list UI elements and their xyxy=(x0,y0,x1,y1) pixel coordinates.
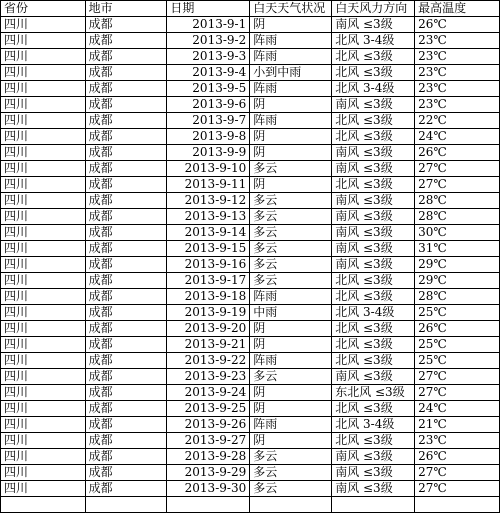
province-cell[interactable]: 四川 xyxy=(1,17,86,33)
weather-cell[interactable]: 中雨 xyxy=(250,305,332,321)
weather-cell[interactable]: 多云 xyxy=(250,369,332,385)
max-temp-cell[interactable]: 23℃ xyxy=(415,81,500,97)
province-cell[interactable] xyxy=(1,497,86,513)
date-cell[interactable]: 2013-9-5 xyxy=(167,81,250,97)
city-cell[interactable]: 成都 xyxy=(85,369,167,385)
table-row xyxy=(1,209,500,225)
max-temp-cell[interactable]: 27℃ xyxy=(415,177,500,193)
wind-cell[interactable]: 北风 ≤3级 xyxy=(332,289,415,305)
wind-cell[interactable]: 北风 ≤3级 xyxy=(332,353,415,369)
province-cell[interactable]: 四川 xyxy=(1,97,86,113)
max-temp-cell[interactable]: 31℃ xyxy=(415,241,500,257)
wind-cell[interactable]: 北风 3-4级 xyxy=(332,33,415,49)
city-cell[interactable]: 成都 xyxy=(85,289,167,305)
weather-cell[interactable]: 多云 xyxy=(250,225,332,241)
table-row xyxy=(1,225,500,241)
max-temp-cell[interactable]: 23℃ xyxy=(415,65,500,81)
table-row xyxy=(1,433,500,449)
max-temp-cell[interactable]: 24℃ xyxy=(415,129,500,145)
weather-cell[interactable]: 阵雨 xyxy=(250,353,332,369)
weather-cell[interactable]: 阴 xyxy=(250,177,332,193)
table-row xyxy=(1,465,500,481)
weather-cell[interactable]: 多云 xyxy=(250,193,332,209)
province-cell[interactable]: 四川 xyxy=(1,369,86,385)
date-cell[interactable]: 2013-9-15 xyxy=(167,241,250,257)
date-cell[interactable]: 2013-9-8 xyxy=(167,129,250,145)
date-cell[interactable]: 2013-9-12 xyxy=(167,193,250,209)
max-temp-cell[interactable]: 27℃ xyxy=(415,369,500,385)
province-cell[interactable]: 四川 xyxy=(1,177,86,193)
max-temp-cell[interactable]: 29℃ xyxy=(415,257,500,273)
city-cell[interactable]: 成都 xyxy=(85,417,167,433)
province-cell[interactable]: 四川 xyxy=(1,49,86,65)
wind-cell[interactable]: 南风 ≤3级 xyxy=(332,193,415,209)
province-cell[interactable]: 四川 xyxy=(1,321,86,337)
table-row xyxy=(1,337,500,353)
city-cell[interactable]: 成都 xyxy=(85,449,167,465)
wind-cell[interactable]: 北风 ≤3级 xyxy=(332,177,415,193)
header-city[interactable]: 地市 xyxy=(85,1,167,17)
weather-cell[interactable]: 小到中雨 xyxy=(250,65,332,81)
city-cell[interactable]: 成都 xyxy=(85,177,167,193)
max-temp-cell[interactable] xyxy=(415,497,500,513)
wind-cell[interactable]: 北风 3-4级 xyxy=(332,81,415,97)
province-cell[interactable]: 四川 xyxy=(1,113,86,129)
table-row xyxy=(1,497,500,513)
province-cell[interactable]: 四川 xyxy=(1,481,86,497)
city-cell[interactable]: 成都 xyxy=(85,337,167,353)
date-cell[interactable] xyxy=(167,497,250,513)
province-cell[interactable]: 四川 xyxy=(1,33,86,49)
city-cell[interactable]: 成都 xyxy=(85,273,167,289)
table-row xyxy=(1,81,500,97)
weather-cell[interactable]: 多云 xyxy=(250,241,332,257)
table-row xyxy=(1,417,500,433)
province-cell[interactable]: 四川 xyxy=(1,353,86,369)
city-cell[interactable]: 成都 xyxy=(85,65,167,81)
table-row xyxy=(1,353,500,369)
weather-cell[interactable]: 阴 xyxy=(250,321,332,337)
table-row xyxy=(1,241,500,257)
table-row xyxy=(1,113,500,129)
max-temp-cell[interactable]: 23℃ xyxy=(415,33,500,49)
province-cell[interactable]: 四川 xyxy=(1,129,86,145)
province-cell[interactable]: 四川 xyxy=(1,273,86,289)
weather-cell[interactable]: 阴 xyxy=(250,129,332,145)
table-row xyxy=(1,449,500,465)
province-cell[interactable]: 四川 xyxy=(1,257,86,273)
table-body xyxy=(1,1,500,513)
province-cell[interactable]: 四川 xyxy=(1,337,86,353)
province-cell[interactable]: 四川 xyxy=(1,65,86,81)
header-province[interactable]: 省份 xyxy=(1,1,86,17)
city-cell[interactable]: 成都 xyxy=(85,401,167,417)
weather-cell[interactable]: 多云 xyxy=(250,481,332,497)
header-max-temperature[interactable]: 最高温度 xyxy=(415,1,500,17)
weather-cell[interactable]: 阴 xyxy=(250,433,332,449)
weather-cell[interactable]: 多云 xyxy=(250,273,332,289)
wind-cell[interactable] xyxy=(332,497,415,513)
date-cell[interactable]: 2013-9-30 xyxy=(167,481,250,497)
wind-cell[interactable]: 南风 ≤3级 xyxy=(332,97,415,113)
table-row xyxy=(1,321,500,337)
date-cell[interactable]: 2013-9-2 xyxy=(167,33,250,49)
city-cell[interactable]: 成都 xyxy=(85,81,167,97)
table-row xyxy=(1,273,500,289)
city-cell[interactable] xyxy=(85,497,167,513)
province-cell[interactable]: 四川 xyxy=(1,241,86,257)
table-row xyxy=(1,289,500,305)
date-cell[interactable]: 2013-9-1 xyxy=(167,17,250,33)
date-cell[interactable]: 2013-9-6 xyxy=(167,97,250,113)
wind-cell[interactable]: 北风 ≤3级 xyxy=(332,129,415,145)
header-date[interactable]: 日期 xyxy=(167,1,250,17)
weather-cell[interactable]: 多云 xyxy=(250,161,332,177)
max-temp-cell[interactable]: 25℃ xyxy=(415,305,500,321)
city-cell[interactable]: 成都 xyxy=(85,305,167,321)
weather-cell[interactable]: 多云 xyxy=(250,257,332,273)
city-cell[interactable]: 成都 xyxy=(85,241,167,257)
max-temp-cell[interactable]: 23℃ xyxy=(415,97,500,113)
wind-cell[interactable]: 北风 ≤3级 xyxy=(332,337,415,353)
city-cell[interactable]: 成都 xyxy=(85,33,167,49)
city-cell[interactable]: 成都 xyxy=(85,385,167,401)
wind-cell[interactable]: 南风 ≤3级 xyxy=(332,17,415,33)
province-cell[interactable]: 四川 xyxy=(1,225,86,241)
weather-cell[interactable]: 阴 xyxy=(250,385,332,401)
city-cell[interactable]: 成都 xyxy=(85,321,167,337)
table-row xyxy=(1,177,500,193)
date-cell[interactable]: 2013-9-26 xyxy=(167,417,250,433)
max-temp-cell[interactable]: 25℃ xyxy=(415,353,500,369)
date-cell[interactable]: 2013-9-27 xyxy=(167,433,250,449)
table-row xyxy=(1,481,500,497)
wind-cell[interactable]: 东北风 ≤3级 xyxy=(332,385,415,401)
date-cell[interactable]: 2013-9-19 xyxy=(167,305,250,321)
max-temp-cell[interactable]: 24℃ xyxy=(415,401,500,417)
date-cell[interactable]: 2013-9-17 xyxy=(167,273,250,289)
city-cell[interactable]: 成都 xyxy=(85,209,167,225)
province-cell[interactable]: 四川 xyxy=(1,305,86,321)
province-cell[interactable]: 四川 xyxy=(1,193,86,209)
wind-cell[interactable]: 南风 ≤3级 xyxy=(332,257,415,273)
city-cell[interactable]: 成都 xyxy=(85,353,167,369)
date-cell[interactable]: 2013-9-10 xyxy=(167,161,250,177)
table-row xyxy=(1,49,500,65)
province-cell[interactable]: 四川 xyxy=(1,449,86,465)
wind-cell[interactable]: 北风 ≤3级 xyxy=(332,49,415,65)
city-cell[interactable]: 成都 xyxy=(85,193,167,209)
date-cell[interactable]: 2013-9-23 xyxy=(167,369,250,385)
table-row xyxy=(1,369,500,385)
wind-cell[interactable]: 南风 ≤3级 xyxy=(332,241,415,257)
date-cell[interactable]: 2013-9-9 xyxy=(167,145,250,161)
max-temp-cell[interactable]: 26℃ xyxy=(415,17,500,33)
wind-cell[interactable]: 南风 ≤3级 xyxy=(332,481,415,497)
date-cell[interactable]: 2013-9-29 xyxy=(167,465,250,481)
city-cell[interactable]: 成都 xyxy=(85,481,167,497)
date-cell[interactable]: 2013-9-3 xyxy=(167,49,250,65)
wind-cell[interactable]: 南风 ≤3级 xyxy=(332,145,415,161)
max-temp-cell[interactable]: 26℃ xyxy=(415,449,500,465)
table-row xyxy=(1,257,500,273)
table-row xyxy=(1,401,500,417)
city-cell[interactable]: 成都 xyxy=(85,161,167,177)
date-cell[interactable]: 2013-9-13 xyxy=(167,209,250,225)
max-temp-cell[interactable]: 28℃ xyxy=(415,289,500,305)
wind-cell[interactable]: 北风 ≤3级 xyxy=(332,321,415,337)
province-cell[interactable]: 四川 xyxy=(1,161,86,177)
table-row xyxy=(1,97,500,113)
date-cell[interactable]: 2013-9-18 xyxy=(167,289,250,305)
weather-cell[interactable]: 阵雨 xyxy=(250,49,332,65)
weather-cell[interactable]: 阵雨 xyxy=(250,417,332,433)
date-cell[interactable]: 2013-9-20 xyxy=(167,321,250,337)
date-cell[interactable]: 2013-9-7 xyxy=(167,113,250,129)
date-cell[interactable]: 2013-9-14 xyxy=(167,225,250,241)
max-temp-cell[interactable]: 25℃ xyxy=(415,337,500,353)
province-cell[interactable]: 四川 xyxy=(1,145,86,161)
max-temp-cell[interactable]: 29℃ xyxy=(415,273,500,289)
max-temp-cell[interactable]: 28℃ xyxy=(415,209,500,225)
table-row xyxy=(1,161,500,177)
weather-cell[interactable]: 多云 xyxy=(250,465,332,481)
weather-cell[interactable]: 阴 xyxy=(250,145,332,161)
city-cell[interactable]: 成都 xyxy=(85,257,167,273)
date-cell[interactable]: 2013-9-11 xyxy=(167,177,250,193)
wind-cell[interactable]: 北风 ≤3级 xyxy=(332,113,415,129)
max-temp-cell[interactable]: 27℃ xyxy=(415,481,500,497)
city-cell[interactable]: 成都 xyxy=(85,97,167,113)
province-cell[interactable]: 四川 xyxy=(1,289,86,305)
table-row xyxy=(1,65,500,81)
header-daytime-wind[interactable]: 白天风力方向 xyxy=(332,1,415,17)
city-cell[interactable]: 成都 xyxy=(85,145,167,161)
date-cell[interactable]: 2013-9-16 xyxy=(167,257,250,273)
table-row xyxy=(1,193,500,209)
city-cell[interactable]: 成都 xyxy=(85,433,167,449)
max-temp-cell[interactable]: 22℃ xyxy=(415,113,500,129)
table-row xyxy=(1,305,500,321)
date-cell[interactable]: 2013-9-21 xyxy=(167,337,250,353)
max-temp-cell[interactable]: 26℃ xyxy=(415,321,500,337)
date-cell[interactable]: 2013-9-22 xyxy=(167,353,250,369)
province-cell[interactable]: 四川 xyxy=(1,433,86,449)
wind-cell[interactable]: 南风 ≤3级 xyxy=(332,209,415,225)
city-cell[interactable]: 成都 xyxy=(85,225,167,241)
wind-cell[interactable]: 北风 ≤3级 xyxy=(332,433,415,449)
weather-cell[interactable]: 多云 xyxy=(250,449,332,465)
wind-cell[interactable]: 南风 ≤3级 xyxy=(332,369,415,385)
max-temp-cell[interactable]: 23℃ xyxy=(415,433,500,449)
weather-cell[interactable]: 阵雨 xyxy=(250,81,332,97)
header-daytime-weather[interactable]: 白天天气状况 xyxy=(250,1,332,17)
weather-cell[interactable]: 阴 xyxy=(250,17,332,33)
max-temp-cell[interactable]: 30℃ xyxy=(415,225,500,241)
date-cell[interactable]: 2013-9-4 xyxy=(167,65,250,81)
province-cell[interactable]: 四川 xyxy=(1,465,86,481)
wind-cell[interactable]: 北风 ≤3级 xyxy=(332,401,415,417)
city-cell[interactable]: 成都 xyxy=(85,49,167,65)
max-temp-cell[interactable]: 23℃ xyxy=(415,49,500,65)
city-cell[interactable]: 成都 xyxy=(85,113,167,129)
date-cell[interactable]: 2013-9-24 xyxy=(167,385,250,401)
province-cell[interactable]: 四川 xyxy=(1,209,86,225)
header-row xyxy=(1,1,500,17)
table-row xyxy=(1,33,500,49)
city-cell[interactable]: 成都 xyxy=(85,17,167,33)
wind-cell[interactable]: 南风 ≤3级 xyxy=(332,465,415,481)
max-temp-cell[interactable]: 28℃ xyxy=(415,193,500,209)
max-temp-cell[interactable]: 27℃ xyxy=(415,385,500,401)
wind-cell[interactable]: 南风 ≤3级 xyxy=(332,449,415,465)
weather-cell[interactable]: 阵雨 xyxy=(250,289,332,305)
wind-cell[interactable]: 北风 ≤3级 xyxy=(332,273,415,289)
weather-cell[interactable]: 阵雨 xyxy=(250,33,332,49)
weather-cell[interactable]: 多云 xyxy=(250,209,332,225)
max-temp-cell[interactable]: 27℃ xyxy=(415,161,500,177)
table-row xyxy=(1,129,500,145)
weather-cell[interactable]: 阵雨 xyxy=(250,113,332,129)
date-cell[interactable]: 2013-9-28 xyxy=(167,449,250,465)
weather-cell[interactable]: 阴 xyxy=(250,401,332,417)
weather-cell[interactable]: 阴 xyxy=(250,97,332,113)
table-row xyxy=(1,385,500,401)
weather-cell[interactable] xyxy=(250,497,332,513)
max-temp-cell[interactable]: 26℃ xyxy=(415,145,500,161)
max-temp-cell[interactable]: 21℃ xyxy=(415,417,500,433)
province-cell[interactable]: 四川 xyxy=(1,81,86,97)
wind-cell[interactable]: 南风 ≤3级 xyxy=(332,161,415,177)
max-temp-cell[interactable]: 27℃ xyxy=(415,465,500,481)
weather-cell[interactable]: 阴 xyxy=(250,337,332,353)
table-row xyxy=(1,145,500,161)
province-cell[interactable]: 四川 xyxy=(1,385,86,401)
wind-cell[interactable]: 北风 ≤3级 xyxy=(332,65,415,81)
city-cell[interactable]: 成都 xyxy=(85,465,167,481)
table-row xyxy=(1,17,500,33)
city-cell[interactable]: 成都 xyxy=(85,129,167,145)
province-cell[interactable]: 四川 xyxy=(1,417,86,433)
date-cell[interactable]: 2013-9-25 xyxy=(167,401,250,417)
wind-cell[interactable]: 南风 ≤3级 xyxy=(332,225,415,241)
province-cell[interactable]: 四川 xyxy=(1,401,86,417)
wind-cell[interactable]: 北风 3-4级 xyxy=(332,305,415,321)
wind-cell[interactable]: 北风 3-4级 xyxy=(332,417,415,433)
